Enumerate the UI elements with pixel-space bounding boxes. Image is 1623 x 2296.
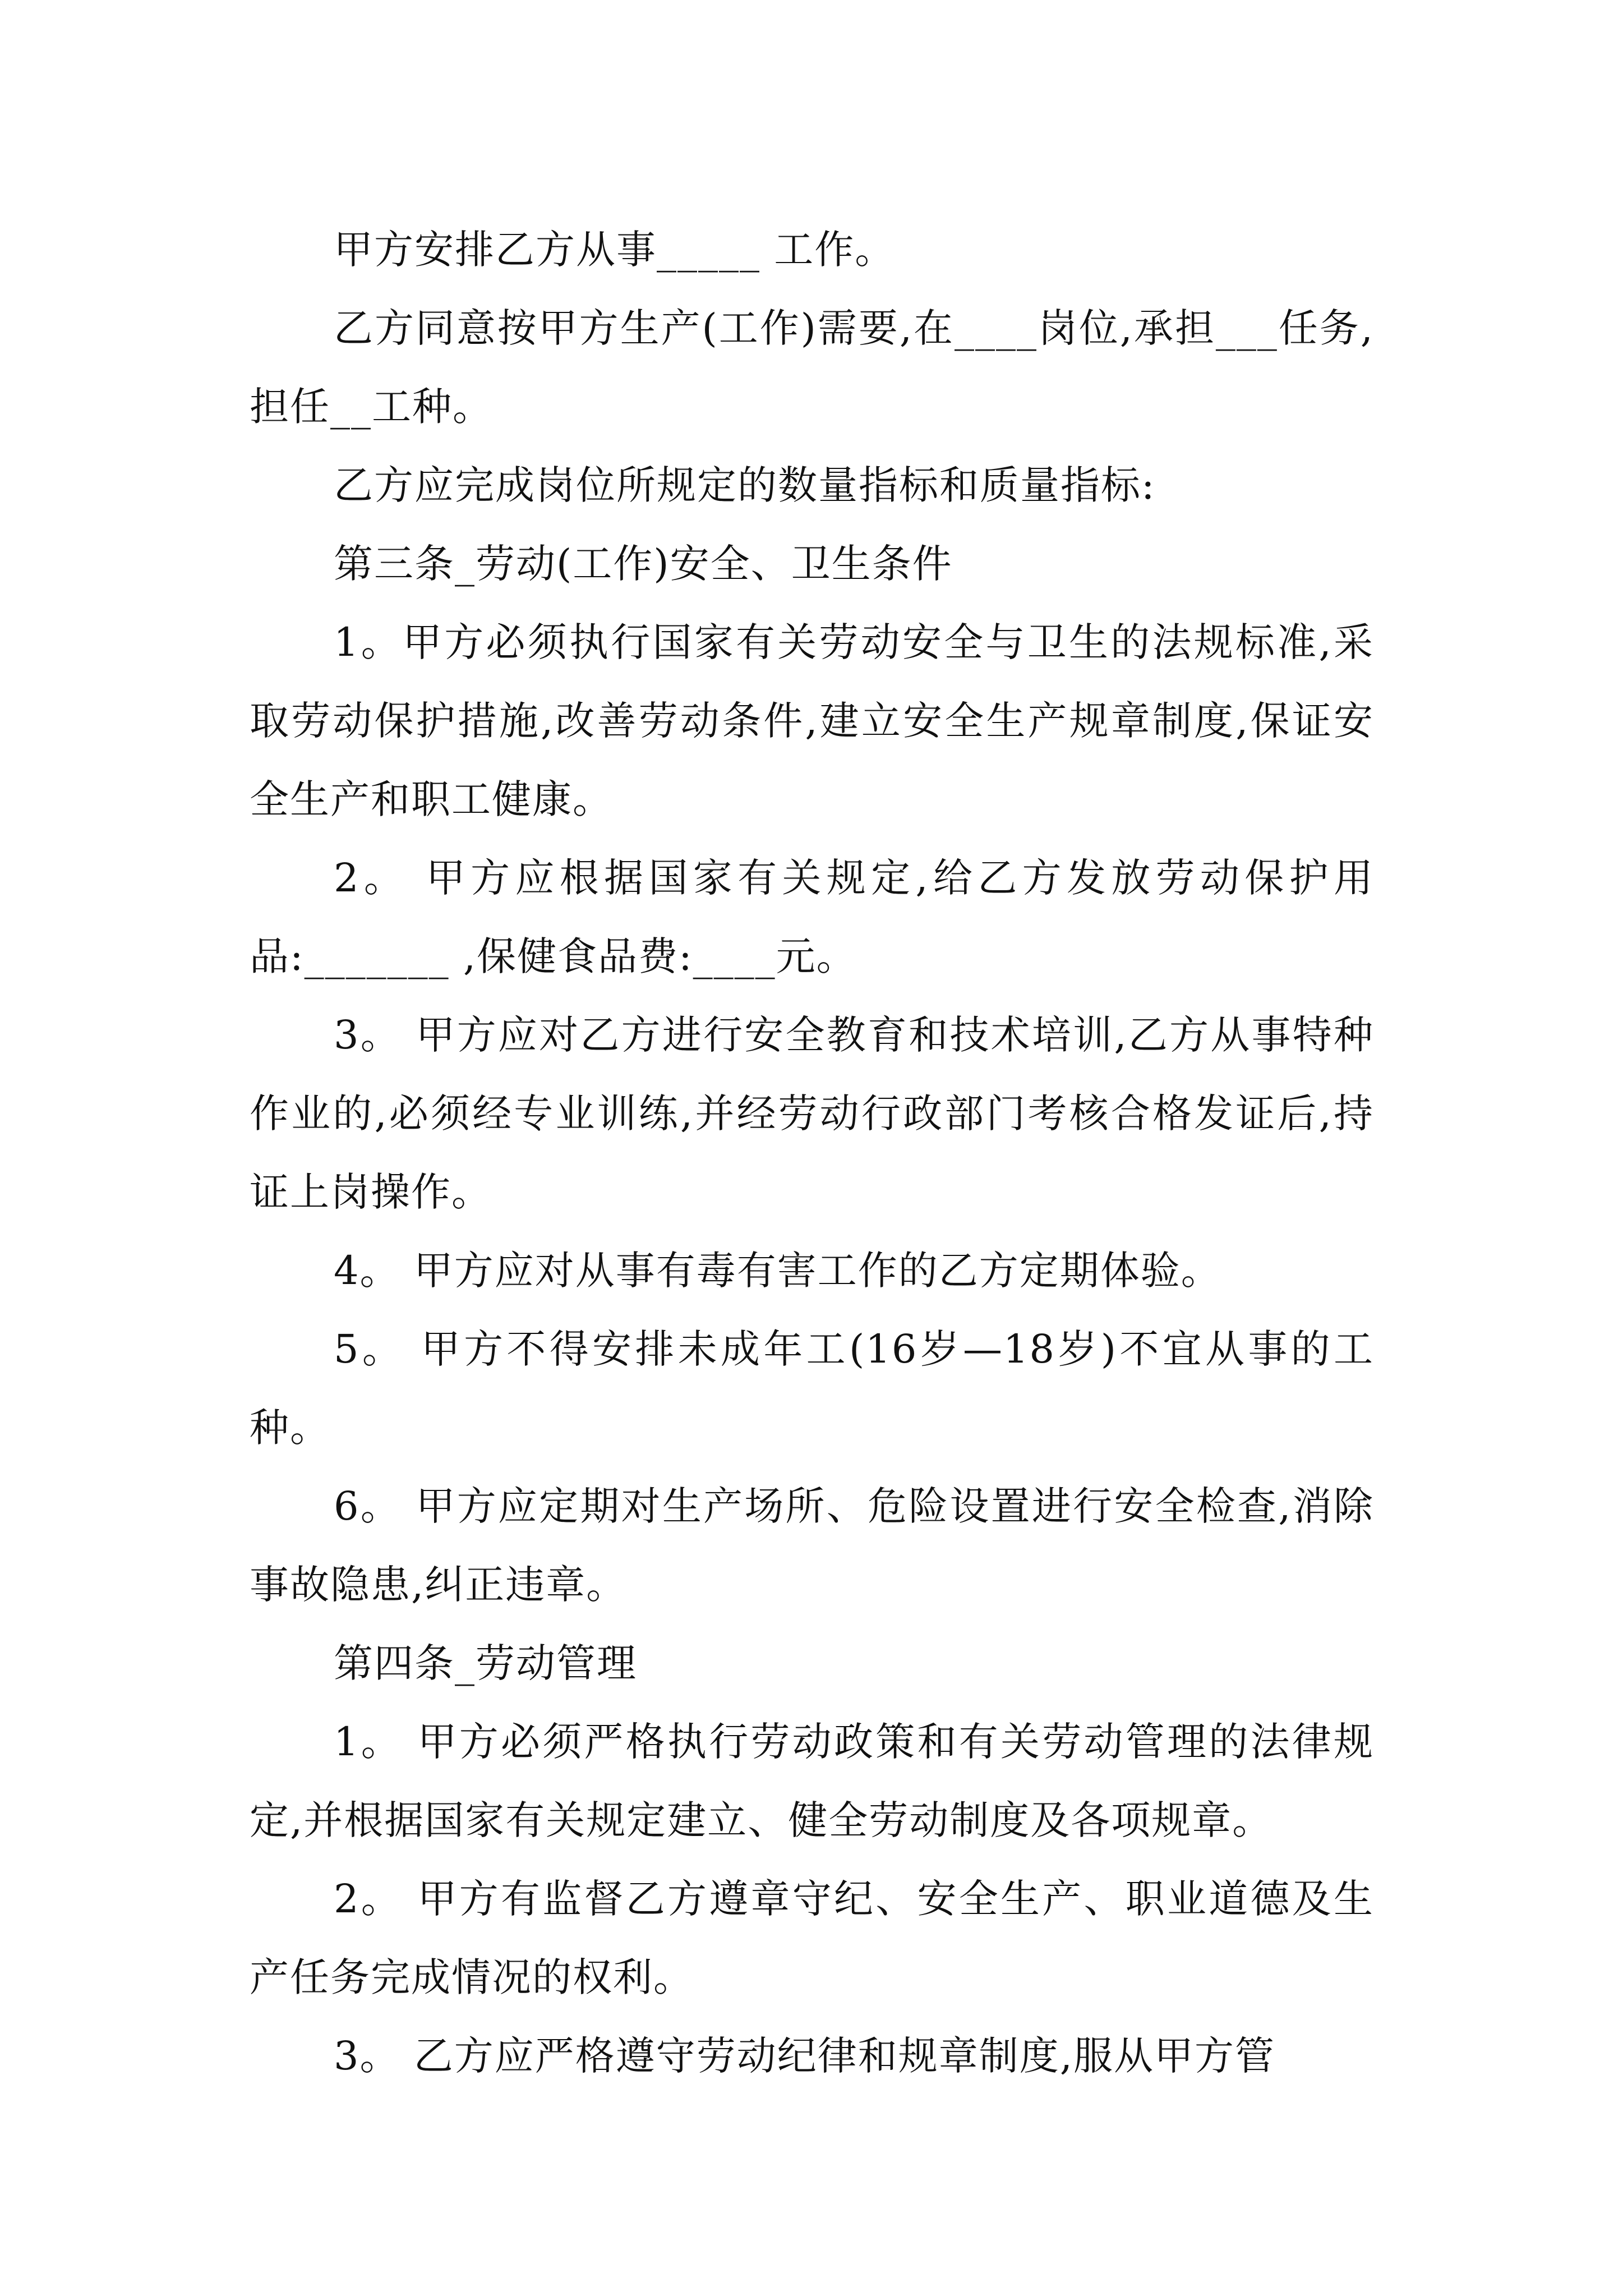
section-heading-article-3: 第三条_劳动(工作)安全、卫生条件 bbox=[334, 541, 953, 587]
section-heading-article-4: 第四条_劳动管理 bbox=[334, 1640, 637, 1686]
paragraph-position-duties: 乙方同意按甲方生产(工作)需要,在____岗位,承担___任务,担任__工种。 bbox=[250, 305, 1374, 430]
paragraph-safety-2: 2。 甲方应根据国家有关规定,给乙方发放劳动保护用品:_______ ,保健食品费:____元。 bbox=[250, 855, 1374, 979]
paragraph-safety-5: 5。 甲方不得安排未成年工(16岁—18岁)不宜从事的工种。 bbox=[250, 1326, 1374, 1451]
paragraph-safety-6: 6。 甲方应定期对生产场所、危险设置进行安全检查,消除事故隐患,纠正违章。 bbox=[250, 1483, 1374, 1608]
paragraph-management-3: 3。 乙方应严格遵守劳动纪律和规章制度,服从甲方管 bbox=[334, 2033, 1276, 2079]
paragraph-job-assignment: 甲方安排乙方从事_____ 工作。 bbox=[334, 227, 896, 273]
paragraph-safety-4: 4。 甲方应对从事有毒有害工作的乙方定期体验。 bbox=[334, 1248, 1221, 1294]
paragraph-management-2: 2。 甲方有监督乙方遵章守纪、安全生产、职业道德及生产任务完成情况的权利。 bbox=[250, 1876, 1374, 2000]
document-body bbox=[250, 210, 1374, 2095]
paragraph-management-1: 1。 甲方必须严格执行劳动政策和有关劳动管理的法律规定,并根据国家有关规定建立、健全劳动制度及各项规章。 bbox=[250, 1719, 1374, 1843]
paragraph-safety-1: 1。甲方必须执行国家有关劳动安全与卫生的法规标准,采取劳动保护措施,改善劳动条件,建立安全生产规章制度,保证安全生产和职工健康。 bbox=[250, 619, 1374, 822]
paragraph-safety-3: 3。 甲方应对乙方进行安全教育和技术培训,乙方从事特种作业的,必须经专业训练,并经劳动行政部门考核合格发证后,持证上岗操作。 bbox=[250, 1012, 1374, 1215]
paragraph-quota: 乙方应完成岗位所规定的数量指标和质量指标: bbox=[334, 462, 1156, 508]
